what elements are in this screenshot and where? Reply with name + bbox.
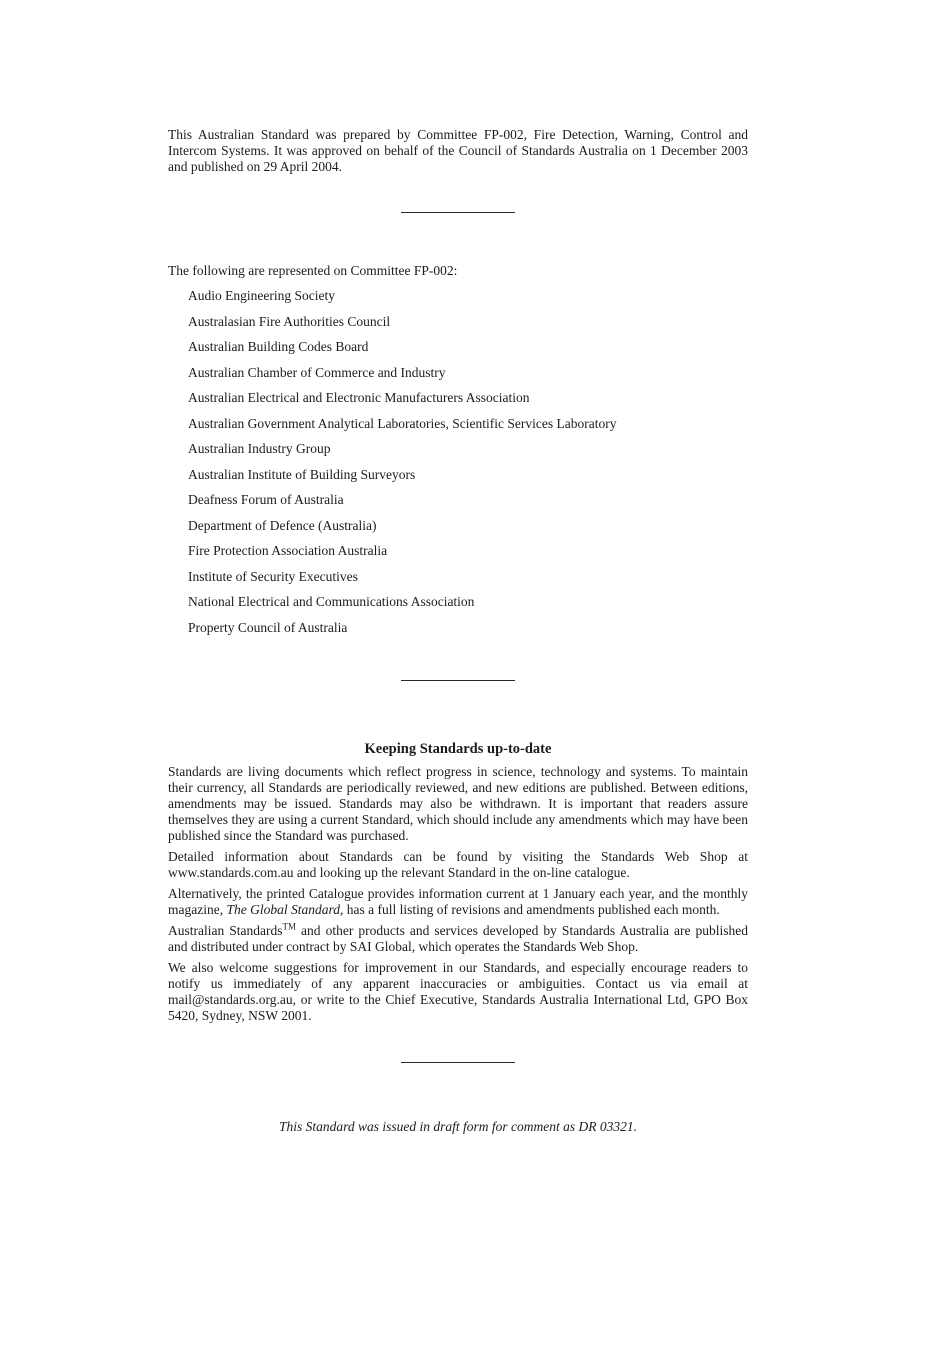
committee-member: Audio Engineering Society <box>188 288 335 303</box>
trademark-symbol: TM <box>282 921 297 931</box>
paragraph-text: Australian Standards <box>168 922 283 938</box>
keeping-standards-heading: Keeping Standards up-to-date <box>364 740 552 757</box>
committee-member: Australian Electrical and Electronic Manufacturers Association <box>188 390 530 405</box>
keeping-paragraph-5: We also welcome suggestions for improvement in our Standards, and especially encourage readers to notify us immediately of any apparent inaccuracies or ambiguities. Contact us via email at mail@standards.org.au, or write to the Chief Executive, Standards Australia International Ltd, GPO Box 5420, Sydney, NSW 2001. <box>168 959 748 1023</box>
section-divider <box>401 212 515 213</box>
magazine-title: The Global Standard <box>226 901 340 917</box>
draft-form-note: This Standard was issued in draft form for comment as DR 03321. <box>278 1118 638 1134</box>
committee-member: Australian Government Analytical Laboratories, Scientific Services Laboratory <box>188 415 617 431</box>
committee-member: Department of Defence (Australia) <box>188 517 377 533</box>
paragraph-text: Alternatively, the printed Catalogue provides information current at 1 January each year, and the monthly magazine, <box>168 885 748 917</box>
paragraph-text: and other products and services developed by Standards Australia are published and distributed under contract by SAI Global, which operates the Standards Web Shop. <box>168 922 748 954</box>
committee-member: Institute of Security Executives <box>188 568 358 584</box>
paragraph-text: , has a full listing of revisions and amendments published each month. <box>340 901 720 917</box>
section-divider <box>401 1062 515 1063</box>
committee-member: Australian Chamber of Commerce and Industry <box>188 364 446 380</box>
keeping-paragraph-3 <box>168 886 748 918</box>
committee-member-list <box>168 288 748 636</box>
preparation-statement: This Australian Standard was prepared by Committee FP-002, Fire Detection, Warning, Control and Intercom Systems. It was approved on behalf of the Council of Standards Australia on 1 December 2003 and published on 29 April 2004. <box>168 127 748 174</box>
keeping-paragraph-2: Detailed information about Standards can be found by visiting the Standards Web Shop at www.standards.com.au and looking up the relevant Standard in the on-line catalogue. <box>168 848 748 880</box>
committee-member: Australian Industry Group <box>188 441 331 456</box>
keeping-paragraph-1: Standards are living documents which reflect progress in science, technology and systems. To maintain their currency, all Standards are periodically reviewed, and new editions are published. Between editions, amendments may be issued. Standards may also be withdrawn. It is important that readers assure themselves they are using a current Standard, which should include any amendments which may have been published since the Standard was purchased. <box>168 763 748 843</box>
committee-member: Australian Building Codes Board <box>188 339 369 354</box>
committee-member: Property Council of Australia <box>188 619 348 635</box>
committee-member: Australasian Fire Authorities Council <box>188 313 391 329</box>
committee-representation-intro: The following are represented on Committee FP-002: <box>168 263 458 278</box>
committee-member: National Electrical and Communications Association <box>188 594 475 609</box>
keeping-paragraph-4 <box>168 923 748 955</box>
committee-member: Deafness Forum of Australia <box>188 492 344 507</box>
committee-member: Fire Protection Association Australia <box>188 543 388 558</box>
committee-member: Australian Institute of Building Surveyors <box>188 466 416 482</box>
section-divider <box>401 680 515 681</box>
